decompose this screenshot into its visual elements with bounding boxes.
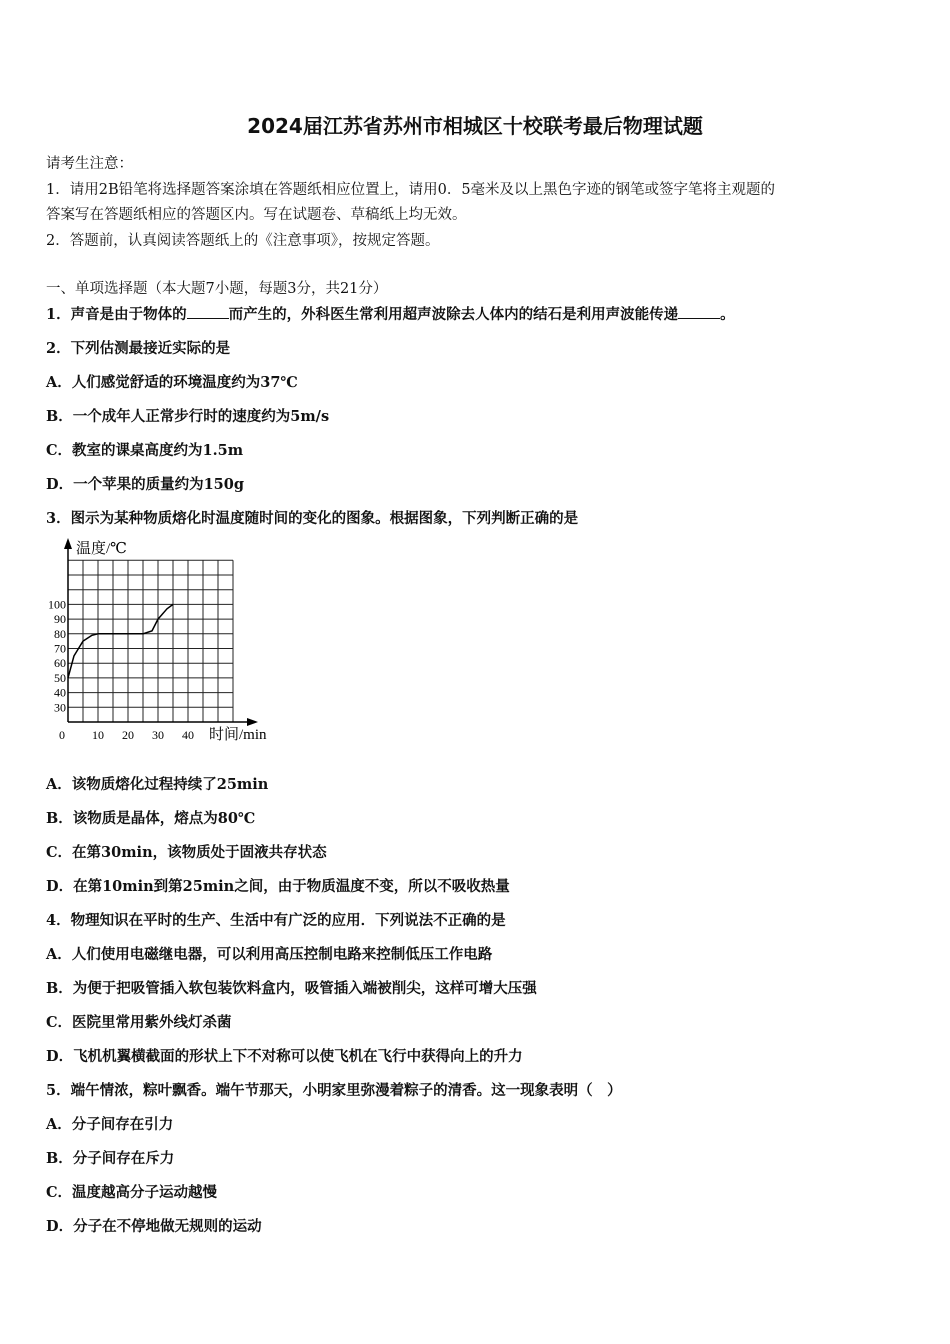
q3-option-d: D．在第10min到第25min之间，由于物质温度不变，所以不吸收热量 bbox=[46, 878, 510, 895]
q3-option-c: C．在第30min，该物质处于固液共存状态 bbox=[46, 844, 327, 861]
q1-part1: 1．声音是由于物体的 bbox=[46, 306, 187, 323]
q4-stem: 4．物理知识在平时的生产、生活中有广泛的应用．下列说法不正确的是 bbox=[46, 912, 506, 929]
notice-line-1a: 1．请用2B铅笔将选择题答案涂填在答题纸相应位置上，请用0．5毫米及以上黑色字迹的钢笔或签字笔将主观题的 bbox=[46, 182, 776, 198]
y-tick-label: 30 bbox=[54, 700, 66, 715]
x-axis-label: 时间/min bbox=[209, 727, 267, 743]
q4-option-d: D．飞机机翼横截面的形状上下不对称可以使飞机在飞行中获得向上的升力 bbox=[46, 1048, 523, 1065]
melting-chart bbox=[40, 532, 290, 752]
section-title: 一、单项选择题（本大题7小题，每题3分，共21分） bbox=[46, 281, 388, 297]
q1-part2: 而产生的，外科医生常利用超声波除去人体内的结石是利用声波能传递 bbox=[228, 306, 679, 323]
notice-line-1b: 答案写在答题纸相应的答题区内。写在试题卷、草稿纸上均无效。 bbox=[46, 207, 467, 223]
q1-blank-1[interactable] bbox=[187, 304, 229, 319]
x-tick-label: 30 bbox=[152, 728, 164, 742]
y-tick-label: 60 bbox=[54, 656, 66, 671]
q5-option-a: A．分子间存在引力 bbox=[46, 1116, 174, 1133]
x-tick-label: 20 bbox=[122, 728, 134, 742]
q3-option-b: B．该物质是晶体，熔点为80℃ bbox=[46, 810, 256, 827]
x-tick-label: 0 bbox=[59, 728, 65, 742]
notice-heading: 请考生注意： bbox=[46, 156, 133, 172]
exam-title: 2024届江苏省苏州市相城区十校联考最后物理试题 bbox=[247, 114, 703, 138]
y-tick-label: 50 bbox=[54, 670, 66, 685]
q2-stem: 2．下列估测最接近实际的是 bbox=[46, 340, 231, 357]
y-tick-label: 100 bbox=[48, 597, 66, 612]
q5-option-b: B．分子间存在斥力 bbox=[46, 1150, 175, 1167]
chart-grid bbox=[68, 560, 233, 722]
y-tick-label: 70 bbox=[54, 641, 66, 656]
q4-option-c: C．医院里常用紫外线灯杀菌 bbox=[46, 1014, 232, 1031]
q2-option-a: A．人们感觉舒适的环境温度约为37℃ bbox=[46, 374, 298, 391]
q4-option-b: B．为便于把吸管插入软包装饮料盒内，吸管插入端被削尖，这样可增大压强 bbox=[46, 980, 537, 997]
y-tick-label: 90 bbox=[54, 612, 66, 627]
q3-stem: 3．图示为某种物质熔化时温度随时间的变化的图象。根据图象，下列判断正确的是 bbox=[46, 510, 579, 527]
chart-axes bbox=[64, 538, 258, 726]
q5-stem: 5．端午情浓，粽叶飘香。端午节那天，小明家里弥漫着粽子的清香。这一现象表明（ ） bbox=[46, 1082, 622, 1099]
y-tick-label: 80 bbox=[54, 626, 66, 641]
y-axis-label: 温度/℃ bbox=[76, 541, 127, 557]
q2-option-c: C．教室的课桌高度约为1.5m bbox=[46, 442, 244, 459]
question-1 bbox=[46, 303, 735, 324]
q5-option-c: C．温度越高分子运动越慢 bbox=[46, 1184, 218, 1201]
q2-option-b: B．一个成年人正常步行时的速度约为5m/s bbox=[46, 408, 330, 425]
q2-option-d: D．一个苹果的质量约为150g bbox=[46, 476, 244, 493]
y-axis-arrow bbox=[64, 538, 72, 549]
notice-line-2: 2．答题前，认真阅读答题纸上的《注意事项》，按规定答题。 bbox=[46, 233, 440, 249]
q3-option-a: A．该物质熔化过程持续了25min bbox=[46, 776, 269, 793]
q5-option-d: D．分子在不停地做无规则的运动 bbox=[46, 1218, 262, 1235]
q1-blank-2[interactable] bbox=[678, 304, 720, 319]
q1-part3: 。 bbox=[720, 306, 735, 323]
chart-series bbox=[68, 604, 173, 678]
x-axis-arrow bbox=[247, 718, 258, 726]
temperature-curve bbox=[68, 604, 173, 678]
x-tick-label: 40 bbox=[182, 728, 194, 742]
x-tick-label: 10 bbox=[92, 728, 104, 742]
y-tick-label: 40 bbox=[54, 685, 66, 700]
q4-option-a: A．人们使用电磁继电器，可以利用高压控制电路来控制低压工作电路 bbox=[46, 946, 493, 963]
